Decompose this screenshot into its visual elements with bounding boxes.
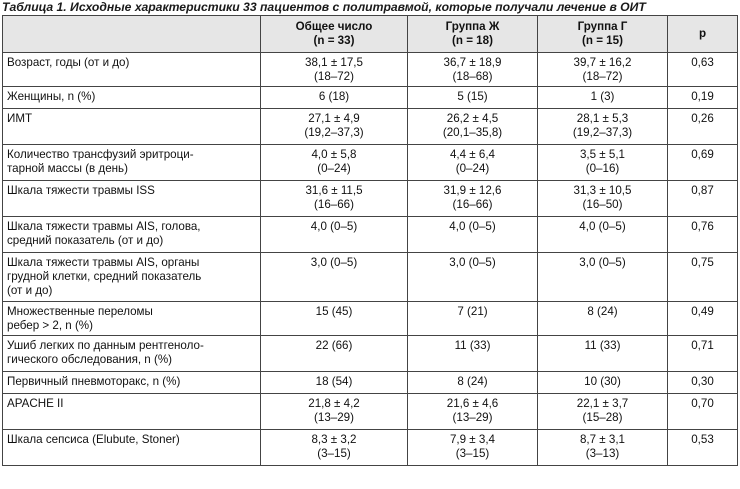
cell-value: 3,0 (0–5)	[579, 256, 626, 269]
header-group-j-line1: Группа Ж	[445, 20, 500, 33]
row-label-line: Ушиб легких по данным рентгеноло-	[7, 339, 204, 352]
table-row	[3, 253, 738, 302]
cell-groupJ	[408, 217, 538, 253]
table-row	[3, 336, 738, 372]
header-total-line1: Общее число	[295, 20, 373, 33]
cell-value: 3,0 (0–5)	[310, 256, 358, 269]
cell-total	[261, 53, 408, 87]
cell-p-value: 0,87	[668, 181, 738, 217]
cell-groupJ	[408, 336, 538, 372]
cell-groupJ	[408, 372, 538, 394]
cell-p-value: 0,30	[668, 372, 738, 394]
cell-groupG	[538, 430, 668, 466]
cell-value: 10 (30)	[584, 375, 621, 388]
row-label	[3, 253, 261, 302]
row-label	[3, 372, 261, 394]
cell-value: 7,9 ± 3,4	[449, 433, 496, 446]
cell-groupG	[538, 217, 668, 253]
cell-value: 3,0 (0–5)	[449, 256, 496, 269]
cell-total	[261, 217, 408, 253]
cell-p-value: 0,70	[668, 394, 738, 430]
cell-value: 11 (33)	[584, 339, 621, 352]
cell-p-value: 0,71	[668, 336, 738, 372]
table-row	[3, 372, 738, 394]
cell-p-value: 0,69	[668, 145, 738, 181]
cell-value: 31,6 ± 11,5	[305, 184, 363, 197]
cell-p-value: 0,76	[668, 217, 738, 253]
header-total	[261, 16, 408, 53]
cell-groupG	[538, 53, 668, 87]
cell-value: 6 (18)	[318, 90, 350, 103]
cell-p-value: 0,26	[668, 109, 738, 145]
cell-value: (0–24)	[317, 162, 351, 175]
cell-value: 8,7 ± 3,1	[579, 433, 626, 446]
row-label	[3, 336, 261, 372]
cell-value: (3–13)	[585, 447, 620, 460]
cell-groupG	[538, 87, 668, 109]
cell-p-value: 0,53	[668, 430, 738, 466]
row-label-line: Количество трансфузий эритроци-	[7, 148, 194, 161]
cell-value: 26,2 ± 4,5	[446, 112, 499, 125]
table-row	[3, 109, 738, 145]
cell-value: 15 (45)	[315, 305, 353, 318]
cell-p-value: 0,75	[668, 253, 738, 302]
cell-value: 31,9 ± 12,6	[443, 184, 502, 197]
cell-total	[261, 87, 408, 109]
cell-value: 4,0 ± 5,8	[311, 148, 357, 161]
header-row	[3, 16, 738, 53]
cell-groupJ	[408, 181, 538, 217]
cell-total	[261, 394, 408, 430]
header-group-g-line1: Группа Г	[577, 20, 628, 33]
table-row	[3, 53, 738, 87]
row-label-line: Женщины, n (%)	[7, 90, 96, 103]
cell-groupG	[538, 145, 668, 181]
cell-value: 28,1 ± 5,3	[576, 112, 629, 125]
table-row	[3, 302, 738, 336]
cell-p-value: 0,19	[668, 87, 738, 109]
cell-value: (18–72)	[314, 70, 354, 83]
cell-value: 27,1 ± 4,9	[308, 112, 360, 125]
header-group-j	[408, 16, 538, 53]
cell-value: 38,1 ± 17,5	[305, 56, 363, 69]
cell-value: 4,4 ± 6,4	[449, 148, 496, 161]
header-p: p	[668, 16, 738, 53]
row-label	[3, 302, 261, 336]
cell-value: (0–24)	[455, 162, 490, 175]
table-row	[3, 217, 738, 253]
cell-value: (16–66)	[452, 198, 493, 211]
header-group-g-line2: (n = 15)	[582, 34, 623, 47]
row-label-line: Первичный пневмоторакс, n (%)	[7, 375, 181, 388]
table-row	[3, 181, 738, 217]
row-label-line: гического обследования, n (%)	[7, 353, 172, 366]
row-label-line: тарной массы (в день)	[7, 162, 128, 175]
cell-value: 8,3 ± 3,2	[311, 433, 357, 446]
table-body	[3, 53, 738, 466]
cell-total	[261, 109, 408, 145]
cell-groupG	[538, 336, 668, 372]
cell-groupG	[538, 181, 668, 217]
row-label-line: Множественные переломы	[7, 305, 153, 318]
row-label	[3, 53, 261, 87]
cell-value: 4,0 (0–5)	[449, 220, 496, 233]
cell-value: (19,2–37,3)	[304, 126, 364, 139]
cell-value: 11 (33)	[454, 339, 491, 352]
cell-groupJ	[408, 394, 538, 430]
row-label-line: Шкала тяжести травмы AIS, голова,	[7, 220, 201, 233]
cell-value: (13–29)	[314, 411, 354, 424]
cell-groupG	[538, 302, 668, 336]
cell-groupG	[538, 109, 668, 145]
characteristics-table	[2, 15, 738, 466]
cell-total	[261, 336, 408, 372]
cell-value: 8 (24)	[587, 305, 618, 318]
cell-groupJ	[408, 302, 538, 336]
cell-value: (18–68)	[452, 70, 493, 83]
header-blank-cell	[3, 16, 261, 53]
cell-value: (20,1–35,8)	[442, 126, 503, 139]
cell-value: 4,0 (0–5)	[579, 220, 626, 233]
cell-value: 22,1 ± 3,7	[576, 397, 629, 410]
cell-groupJ	[408, 145, 538, 181]
cell-value: (15–28)	[582, 411, 623, 424]
row-label-line: Шкала тяжести травмы AIS, органы	[7, 256, 200, 269]
cell-groupJ	[408, 53, 538, 87]
cell-groupJ	[408, 109, 538, 145]
row-label	[3, 145, 261, 181]
cell-value: 5 (15)	[457, 90, 488, 103]
cell-value: (3–15)	[317, 447, 351, 460]
cell-total	[261, 181, 408, 217]
cell-p-value: 0,49	[668, 302, 738, 336]
header-group-g	[538, 16, 668, 53]
cell-groupJ	[408, 253, 538, 302]
row-label	[3, 109, 261, 145]
cell-total	[261, 145, 408, 181]
cell-value: (19,2–37,3)	[572, 126, 633, 139]
cell-total	[261, 302, 408, 336]
cell-groupG	[538, 394, 668, 430]
row-label-line: средний показатель (от и до)	[7, 234, 164, 247]
table-caption: Таблица 1. Исходные характеристики 33 пациентов с политравмой, которые получали лечение в ОИТ	[2, 0, 646, 14]
row-label-line: Шкала сепсиса (Elubute, Stoner)	[7, 433, 180, 446]
cell-value: 21,6 ± 4,6	[446, 397, 499, 410]
row-label-line: Шкала тяжести травмы ISS	[7, 184, 155, 197]
row-label-line: грудной клетки, средний показатель	[7, 270, 202, 283]
cell-total	[261, 253, 408, 302]
header-group-j-line2: (n = 18)	[452, 34, 493, 47]
cell-value: 31,3 ± 10,5	[573, 184, 632, 197]
cell-value: (16–50)	[582, 198, 623, 211]
row-label-line: APACHE II	[7, 397, 64, 410]
row-label-line: ребер > 2, n (%)	[7, 319, 93, 332]
table-row	[3, 430, 738, 466]
cell-value: 3,5 ± 5,1	[579, 148, 626, 161]
row-label	[3, 181, 261, 217]
cell-groupG	[538, 253, 668, 302]
table-row	[3, 145, 738, 181]
cell-value: 22 (66)	[315, 339, 353, 352]
cell-value: (18–72)	[582, 70, 623, 83]
cell-total	[261, 372, 408, 394]
table-row	[3, 87, 738, 109]
row-label	[3, 394, 261, 430]
cell-value: (3–15)	[455, 447, 490, 460]
row-label	[3, 217, 261, 253]
cell-value: (0–16)	[585, 162, 620, 175]
cell-total	[261, 430, 408, 466]
row-label	[3, 87, 261, 109]
cell-value: 21,8 ± 4,2	[308, 397, 360, 410]
table-header	[3, 16, 738, 53]
cell-value: (13–29)	[452, 411, 493, 424]
cell-groupJ	[408, 87, 538, 109]
cell-value: 36,7 ± 18,9	[443, 56, 502, 69]
cell-groupG	[538, 372, 668, 394]
header-total-line2: (n = 33)	[313, 34, 355, 47]
cell-value: 8 (24)	[457, 375, 488, 388]
row-label-line: Возраст, годы (от и до)	[7, 56, 130, 69]
cell-value: 4,0 (0–5)	[310, 220, 358, 233]
cell-value: 18 (54)	[315, 375, 353, 388]
cell-value: 39,7 ± 16,2	[573, 56, 632, 69]
table-row	[3, 394, 738, 430]
cell-value: 1 (3)	[590, 90, 615, 103]
row-label	[3, 430, 261, 466]
row-label-line: (от и до)	[7, 284, 53, 297]
row-label-line: ИМТ	[7, 112, 33, 125]
cell-groupJ	[408, 430, 538, 466]
cell-value: 7 (21)	[457, 305, 488, 318]
cell-p-value: 0,63	[668, 53, 738, 87]
cell-value: (16–66)	[314, 198, 354, 211]
